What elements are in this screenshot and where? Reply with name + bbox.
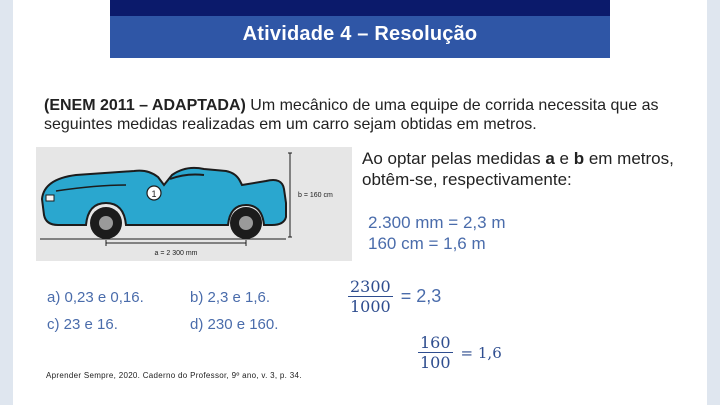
option-a-text: 0,23 e 0,16. [60,289,144,306]
reference-note: Aprender Sempre, 2020. Caderno do Professor, 9º ano, v. 3, p. 34. [46,371,302,380]
fraction-b-numerator: 160 [420,333,451,352]
car-figure [36,147,352,261]
question-pre: Ao optar pelas medidas [362,149,546,168]
car-illustration [36,147,352,261]
fraction-a-result: = 2,3 [400,286,442,306]
option-d-letter: d) [190,316,204,333]
option-a-letter: a) [47,289,61,306]
left-side-bar [0,0,13,405]
conversion-a: 2.300 mm = 2,3 m [368,213,506,232]
conversion-b: 160 cm = 1,6 m [368,234,486,253]
title-top-strip [110,0,610,16]
option-c-text: 23 e 16. [59,316,118,333]
problem-statement [44,96,680,134]
option-b-letter: b) [190,289,204,306]
question-post: em metros, obtêm-se, respectivamente: [362,149,674,189]
fraction-b [418,334,502,371]
slide-title: Atividade 4 – Resolução [242,23,478,45]
right-side-bar [707,0,720,405]
question-var-b: b [573,149,585,168]
fraction-a-numerator: 2300 [350,277,391,296]
fraction-b-result: = 1,6 [460,343,502,362]
title-bar [110,0,610,58]
question-text [362,148,692,190]
option-a [47,287,144,309]
question-mid: e [554,149,574,168]
option-d [190,314,278,336]
option-d-text: 230 e 160. [203,316,279,333]
front-wheel [90,207,122,239]
fraction-b-denominator: 100 [420,353,451,372]
label-a: a = 2 300 mm [154,250,198,257]
question-var-a: a [545,149,555,168]
option-c-letter: c) [47,316,60,333]
fraction-a [348,278,441,315]
option-b-text: 2,3 e 1,6. [203,289,271,306]
rear-wheel [230,207,262,239]
car-badge: 1 [151,189,157,199]
conversion-notes [368,212,668,254]
problem-text: Um mecânico de uma equipe de corrida necessita que as seguintes medidas realizadas em um carro sejam obtidas em metros. [44,97,659,133]
problem-source: (ENEM 2011 – ADAPTADA) [44,97,246,114]
option-c [47,314,118,336]
label-b: b = 160 cm [298,192,333,199]
option-b [190,287,270,309]
fraction-a-denominator: 1000 [350,297,391,316]
